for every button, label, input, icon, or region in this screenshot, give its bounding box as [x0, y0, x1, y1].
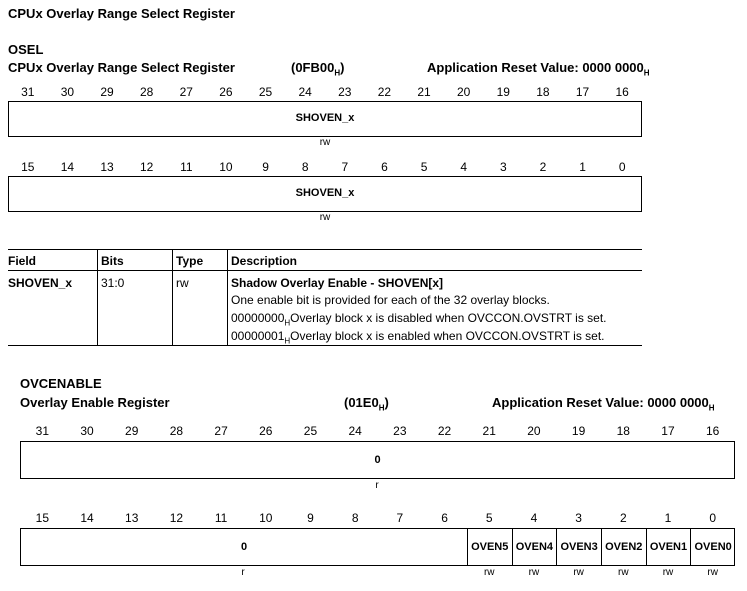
bit-number: 14: [60, 160, 75, 174]
bit-number: 20: [527, 424, 541, 438]
oven-field-3: OVEN2: [601, 529, 646, 565]
bit-number: 19: [571, 424, 586, 438]
bit-number: 5: [485, 511, 493, 525]
bit-number: 10: [259, 511, 273, 525]
oven-access-4: rw: [662, 567, 674, 578]
ovcenable-lower-reserved-access: r: [241, 567, 245, 578]
oven-field-5: OVEN0: [690, 529, 735, 565]
osel-reset-value: Application Reset Value: 0000 $0000_H$: [427, 60, 650, 78]
bit-number: 16: [705, 424, 720, 438]
bit-number: 20: [457, 85, 471, 99]
osel-upper-register: [8, 101, 642, 137]
oven-access-3: rw: [618, 567, 629, 578]
bit-number: 19: [496, 85, 510, 99]
table-desc-line2: $00000000_HOverlay$ block x is disabled when OVCCON.OVSTRT is set.: [231, 311, 607, 328]
table-header-description: Description: [231, 254, 298, 268]
osel-lower-access: rw: [319, 212, 331, 223]
bit-number: 8: [351, 511, 359, 525]
bit-number: 28: [140, 85, 154, 99]
bit-number: 26: [219, 85, 233, 99]
bit-number: 13: [100, 160, 114, 174]
oven-field-4: OVEN1: [646, 529, 691, 565]
ovcenable-long-name: Overlay Enable Register: [20, 395, 170, 410]
bit-number: 18: [616, 424, 630, 438]
bit-number: 6: [441, 511, 448, 525]
ovcenable-upper-field: 0: [374, 454, 381, 466]
oven-field-0: OVEN5: [467, 529, 512, 565]
bit-number: 12: [169, 511, 184, 525]
bit-number: 3: [499, 160, 507, 174]
bit-number: 17: [661, 424, 675, 438]
table-header-type: Type: [176, 254, 204, 268]
bit-number: 30: [80, 424, 94, 438]
bit-number: 18: [536, 85, 550, 99]
table-desc-title: Shadow Overlay Enable - SHOVEN[x]: [231, 276, 444, 290]
bit-number: 8: [301, 160, 309, 174]
bit-number: 0: [618, 160, 626, 174]
bit-number: 1: [579, 160, 586, 174]
bit-number: 14: [80, 511, 94, 525]
bit-number: 7: [341, 160, 349, 174]
oven-field-1: OVEN4: [512, 529, 557, 565]
bit-number: 6: [381, 160, 388, 174]
ovcenable-reset-value: Application Reset Value: 0000 $0000_H$: [492, 395, 715, 413]
bit-number: 29: [100, 85, 114, 99]
oven-field-2: OVEN3: [556, 529, 601, 565]
bit-number: 15: [21, 160, 35, 174]
bit-number: 27: [214, 424, 228, 438]
bit-number: 25: [258, 85, 273, 99]
table-cell-type: rw: [176, 276, 189, 290]
osel-long-name: CPUx Overlay Range Select Register: [8, 60, 235, 75]
bit-number: 4: [460, 160, 468, 174]
bit-number: 11: [214, 511, 228, 525]
bit-number: 27: [179, 85, 193, 99]
bit-number: 24: [348, 424, 362, 438]
bit-number: 26: [259, 424, 273, 438]
bit-number: 4: [530, 511, 538, 525]
table-cell-bits: 31:0: [101, 276, 125, 290]
ovcenable-upper-access: r: [375, 480, 379, 491]
ovcenable-lower-register: [20, 528, 735, 566]
ovcenable-upper-register: [20, 441, 735, 479]
bit-number: 17: [575, 85, 590, 99]
oven-access-1: rw: [528, 567, 540, 578]
bit-number: 16: [615, 85, 629, 99]
bit-number: 5: [420, 160, 428, 174]
osel-short-name: OSEL: [8, 42, 44, 57]
bit-number: 2: [539, 160, 547, 174]
bit-number: 29: [125, 424, 139, 438]
osel-lower-field: SHOVEN_x: [295, 187, 355, 199]
bit-number: 24: [298, 85, 312, 99]
bit-number: 1: [664, 511, 672, 525]
bit-number: 28: [169, 424, 184, 438]
table-desc-line1: One enable bit is provided for each of the 32 overlay blocks.: [231, 293, 550, 307]
bit-number: 25: [303, 424, 318, 438]
table-desc-line3: $00000001_HOverlay$ block x is enabled when OVCCON.OVSTRT is set.: [231, 329, 605, 346]
bit-number: 9: [262, 160, 269, 174]
bit-number: 15: [35, 511, 50, 525]
osel-address: $(0FB00_H)$: [291, 60, 345, 78]
bit-number: 7: [396, 511, 404, 525]
oven-access-0: rw: [483, 567, 495, 578]
ovcenable-address: $(01E0_H)$: [344, 395, 389, 413]
bit-number: 10: [219, 160, 233, 174]
bit-number: 11: [180, 160, 193, 174]
bit-number: 22: [437, 424, 452, 438]
osel-upper-field: SHOVEN_x: [295, 112, 355, 124]
bit-number: 0: [709, 511, 716, 525]
bit-number: 9: [307, 511, 314, 525]
bit-number: 12: [140, 160, 154, 174]
oven-access-2: rw: [573, 567, 584, 578]
oven-access-5: rw: [707, 567, 718, 578]
bit-number: 21: [417, 85, 431, 99]
bit-number: 3: [575, 511, 582, 525]
bit-number: 30: [60, 85, 75, 99]
page-title: CPUx Overlay Range Select Register: [8, 6, 235, 21]
bit-number: 21: [482, 424, 496, 438]
table-header-bits: Bits: [101, 254, 124, 268]
bit-number: 31: [35, 424, 50, 438]
table-cell-field: SHOVEN_x: [8, 276, 73, 290]
bit-number: 23: [393, 424, 407, 438]
bit-number: 23: [338, 85, 352, 99]
ovcenable-short-name: OVCENABLE: [20, 376, 102, 391]
table-header-field: Field: [8, 254, 37, 268]
osel-upper-access: rw: [319, 137, 331, 148]
ovcenable-lower-reserved: 0: [240, 541, 248, 553]
bit-number: 22: [377, 85, 392, 99]
bit-number: 13: [125, 511, 139, 525]
osel-lower-register: [8, 176, 642, 212]
bit-number: 2: [619, 511, 627, 525]
bit-number: 31: [21, 85, 35, 99]
